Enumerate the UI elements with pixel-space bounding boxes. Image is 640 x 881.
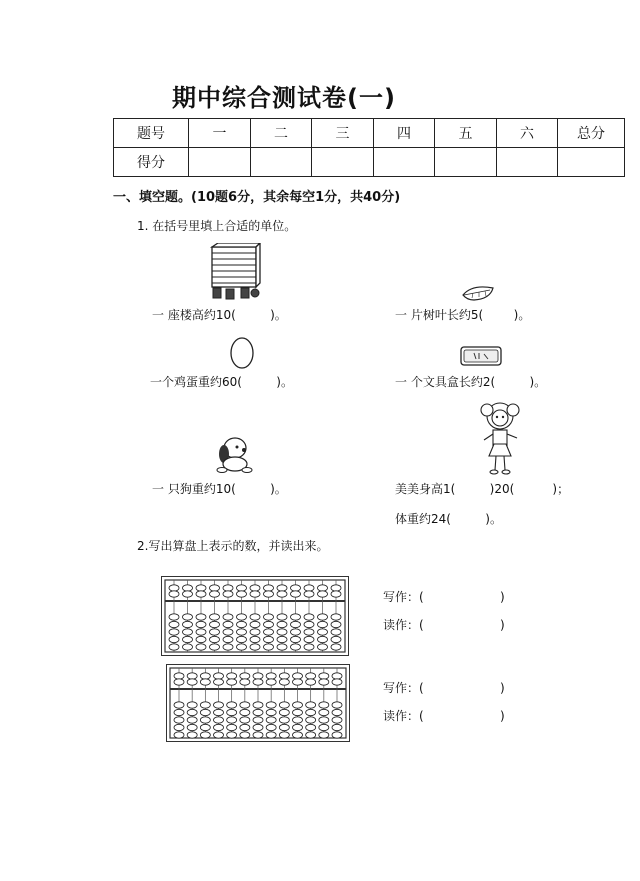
abacus-bead (293, 724, 303, 730)
abacus-bead (169, 591, 179, 597)
page-title: 期中综合测试卷(一) (172, 84, 396, 112)
abacus-bead (240, 709, 250, 715)
abacus-bead (264, 621, 274, 627)
abacus-1-write: 写作：( ) (383, 590, 505, 604)
abacus-bead (183, 644, 193, 650)
abacus-bead (253, 702, 263, 708)
building-question: 一 座楼高约10( )。 (152, 308, 287, 322)
abacus-1 (161, 576, 349, 656)
abacus-bead (277, 621, 287, 627)
abacus-bead (223, 585, 233, 591)
abacus-bead (210, 591, 220, 597)
abacus-bead (183, 591, 193, 597)
score-header-cell: 五 (435, 119, 497, 148)
abacus-bead (277, 636, 287, 642)
abacus-bead (266, 709, 276, 715)
abacus-bead (169, 621, 179, 627)
abacus-bead (266, 673, 276, 679)
score-header-cell: 题号 (114, 119, 189, 148)
abacus-bead (200, 673, 210, 679)
abacus-bead (266, 732, 276, 738)
abacus-bead (332, 709, 342, 715)
abacus-bead (332, 673, 342, 679)
abacus-bead (332, 702, 342, 708)
abacus-bead (240, 732, 250, 738)
abacus-bead (264, 629, 274, 635)
abacus-bead (318, 621, 328, 627)
abacus-bead (227, 702, 237, 708)
abacus-2-read: 读作：( ) (383, 709, 505, 723)
abacus-bead (250, 591, 260, 597)
abacus-bead (227, 732, 237, 738)
question-1: 1. 在括号里填上合适的单位。 (137, 219, 297, 233)
abacus-bead (200, 702, 210, 708)
leaf-picture (460, 283, 498, 303)
girl-height-question: 美美身高1( )20( )； (395, 482, 570, 496)
abacus-bead (183, 621, 193, 627)
abacus-bead (304, 585, 314, 591)
question-2: 2.写出算盘上表示的数，并读出来。 (137, 539, 329, 553)
abacus-bead (279, 673, 289, 679)
abacus-bead (223, 614, 233, 620)
abacus-bead (174, 702, 184, 708)
abacus-bead (227, 709, 237, 715)
building-picture (208, 243, 262, 301)
abacus-bead (250, 644, 260, 650)
abacus-2-write: 写作：( ) (383, 681, 505, 695)
score-header-cell: 一 (189, 119, 251, 148)
abacus-bead (331, 614, 341, 620)
abacus-bead (291, 629, 301, 635)
abacus-bead (196, 591, 206, 597)
abacus-bead (169, 636, 179, 642)
abacus-bead (253, 724, 263, 730)
abacus-bead (306, 724, 316, 730)
girl-weight-question: 体重约24( )。 (395, 512, 502, 526)
abacus-bead (227, 673, 237, 679)
abacus-bead (214, 717, 224, 723)
abacus-bead (214, 702, 224, 708)
girl-picture (475, 400, 525, 476)
abacus-bead (253, 709, 263, 715)
abacus-bead (169, 629, 179, 635)
abacus-bead (214, 709, 224, 715)
abacus-bead (291, 591, 301, 597)
abacus-bead (319, 679, 329, 685)
leaf-question: 一 片树叶长约5( )。 (395, 308, 531, 322)
score-cell[interactable] (497, 148, 558, 177)
abacus-bead (304, 621, 314, 627)
abacus-bead (306, 717, 316, 723)
abacus-bead (183, 614, 193, 620)
abacus-bead (332, 717, 342, 723)
abacus-bead (332, 732, 342, 738)
abacus-bead (223, 621, 233, 627)
abacus-bead (291, 621, 301, 627)
abacus-bead (318, 629, 328, 635)
abacus-bead (318, 644, 328, 650)
abacus-bead (214, 732, 224, 738)
abacus-bead (331, 621, 341, 627)
abacus-bead (279, 709, 289, 715)
score-cell[interactable] (374, 148, 435, 177)
abacus-bead (237, 614, 247, 620)
abacus-bead (240, 724, 250, 730)
abacus-bead (169, 614, 179, 620)
score-cell[interactable] (312, 148, 374, 177)
abacus-bead (331, 629, 341, 635)
abacus-bead (264, 636, 274, 642)
abacus-bead (183, 585, 193, 591)
score-cell[interactable] (189, 148, 251, 177)
abacus-bead (319, 724, 329, 730)
score-cell[interactable] (435, 148, 497, 177)
dog-question: 一 只狗重约10( )。 (152, 482, 287, 496)
abacus-bead (277, 644, 287, 650)
abacus-bead (319, 717, 329, 723)
abacus-bead (277, 591, 287, 597)
abacus-bead (200, 732, 210, 738)
abacus-bead (304, 614, 314, 620)
abacus-bead (200, 679, 210, 685)
abacus-bead (293, 679, 303, 685)
abacus-bead (237, 591, 247, 597)
abacus-bead (250, 621, 260, 627)
abacus-bead (187, 724, 197, 730)
abacus-bead (240, 679, 250, 685)
abacus-bead (210, 585, 220, 591)
abacus-bead (240, 702, 250, 708)
abacus-bead (187, 717, 197, 723)
abacus-bead (223, 591, 233, 597)
abacus-bead (237, 585, 247, 591)
abacus-bead (223, 629, 233, 635)
abacus-bead (304, 636, 314, 642)
abacus-bead (279, 679, 289, 685)
egg-picture (229, 334, 255, 370)
score-cell[interactable] (558, 148, 625, 177)
abacus-bead (210, 621, 220, 627)
abacus-bead (237, 636, 247, 642)
abacus-bead (293, 709, 303, 715)
abacus-bead (332, 679, 342, 685)
abacus-bead (174, 673, 184, 679)
abacus-bead (227, 679, 237, 685)
abacus-bead (319, 709, 329, 715)
abacus-bead (331, 591, 341, 597)
abacus-bead (293, 673, 303, 679)
abacus-bead (196, 621, 206, 627)
abacus-bead (304, 629, 314, 635)
abacus-bead (200, 724, 210, 730)
abacus-bead (291, 636, 301, 642)
abacus-bead (210, 636, 220, 642)
abacus-bead (277, 614, 287, 620)
abacus-bead (266, 717, 276, 723)
abacus-bead (174, 724, 184, 730)
abacus-bead (304, 591, 314, 597)
abacus-bead (277, 585, 287, 591)
abacus-bead (291, 644, 301, 650)
abacus-bead (266, 702, 276, 708)
abacus-bead (293, 702, 303, 708)
abacus-bead (264, 644, 274, 650)
abacus-bead (266, 679, 276, 685)
abacus-bead (187, 679, 197, 685)
abacus-bead (174, 717, 184, 723)
score-header-row (114, 119, 625, 148)
abacus-bead (174, 679, 184, 685)
abacus-bead (174, 709, 184, 715)
score-cell[interactable] (251, 148, 312, 177)
score-row-label: 得分 (114, 148, 189, 177)
pencil-box-picture (460, 345, 502, 367)
abacus-bead (319, 732, 329, 738)
egg-question: 一个鸡蛋重约60( )。 (150, 375, 293, 389)
abacus-bead (264, 614, 274, 620)
abacus-bead (306, 732, 316, 738)
abacus-bead (250, 614, 260, 620)
abacus-bead (200, 709, 210, 715)
abacus-bead (306, 709, 316, 715)
abacus-bead (240, 673, 250, 679)
abacus-bead (250, 629, 260, 635)
abacus-bead (196, 636, 206, 642)
abacus-bead (223, 636, 233, 642)
abacus-bead (183, 636, 193, 642)
abacus-bead (187, 732, 197, 738)
abacus-bead (183, 629, 193, 635)
abacus-1-read: 读作：( ) (383, 618, 505, 632)
abacus-bead (318, 585, 328, 591)
abacus-bead (264, 585, 274, 591)
abacus-beads (170, 668, 346, 738)
abacus-bead (306, 702, 316, 708)
abacus-bead (293, 717, 303, 723)
abacus-bead (187, 702, 197, 708)
abacus-bead (187, 709, 197, 715)
abacus-bead (331, 636, 341, 642)
abacus-2 (166, 664, 350, 742)
score-header-cell: 二 (251, 119, 312, 148)
abacus-bead (293, 732, 303, 738)
abacus-bead (237, 644, 247, 650)
abacus-bead (279, 724, 289, 730)
abacus-bead (319, 673, 329, 679)
abacus-bead (196, 644, 206, 650)
abacus-bead (291, 585, 301, 591)
abacus-bead (319, 702, 329, 708)
pencil-box-question: 一 个文具盒长约2( )。 (395, 375, 547, 389)
abacus-bead (306, 679, 316, 685)
abacus-bead (306, 673, 316, 679)
abacus-bead (253, 673, 263, 679)
abacus-bead (253, 732, 263, 738)
abacus-bead (223, 644, 233, 650)
section-heading: 一、填空题。(10题6分，其余每空1分，共40分) (113, 190, 401, 205)
abacus-bead (196, 629, 206, 635)
abacus-bead (332, 724, 342, 730)
score-header-cell: 总分 (558, 119, 625, 148)
score-header-cell: 四 (374, 119, 435, 148)
abacus-bead (240, 717, 250, 723)
abacus-bead (250, 636, 260, 642)
abacus-bead (279, 732, 289, 738)
abacus-bead (264, 591, 274, 597)
abacus-bead (253, 717, 263, 723)
abacus-bead (279, 717, 289, 723)
abacus-bead (277, 629, 287, 635)
abacus-bead (291, 614, 301, 620)
abacus-bead (227, 724, 237, 730)
dog-picture (213, 434, 253, 474)
abacus-bead (318, 591, 328, 597)
abacus-bead (331, 644, 341, 650)
abacus-bead (237, 621, 247, 627)
abacus-bead (174, 732, 184, 738)
abacus-bead (210, 614, 220, 620)
abacus-bead (237, 629, 247, 635)
abacus-bead (169, 644, 179, 650)
abacus-bead (214, 673, 224, 679)
abacus-bead (331, 585, 341, 591)
abacus-bead (250, 585, 260, 591)
score-header-cell: 六 (497, 119, 558, 148)
abacus-bead (253, 679, 263, 685)
abacus-bead (214, 724, 224, 730)
abacus-bead (304, 644, 314, 650)
abacus-bead (200, 717, 210, 723)
abacus-bead (187, 673, 197, 679)
abacus-bead (210, 644, 220, 650)
abacus-beads (165, 580, 345, 652)
abacus-bead (279, 702, 289, 708)
score-table (113, 118, 625, 177)
abacus-bead (169, 585, 179, 591)
score-header-cell: 三 (312, 119, 374, 148)
abacus-bead (210, 629, 220, 635)
abacus-bead (214, 679, 224, 685)
abacus-bead (196, 614, 206, 620)
abacus-bead (318, 614, 328, 620)
abacus-bead (266, 724, 276, 730)
abacus-bead (196, 585, 206, 591)
abacus-bead (318, 636, 328, 642)
abacus-bead (227, 717, 237, 723)
score-row (114, 148, 625, 177)
